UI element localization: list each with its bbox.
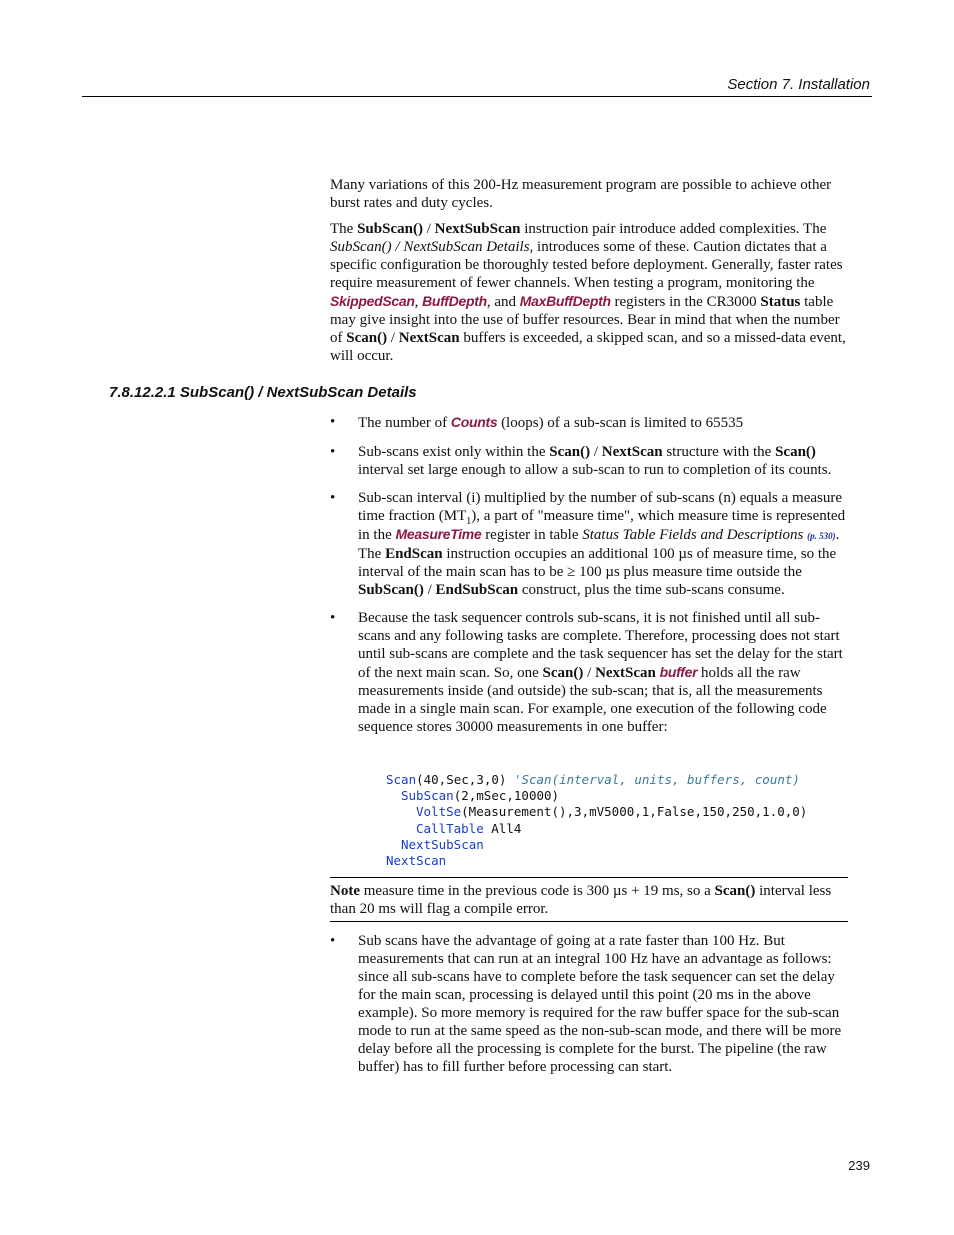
code-args: All4 [483,820,522,836]
bullet-item-subscans-exist [330,443,848,479]
bullet-dot: • [330,610,336,626]
subscript: 1 [466,516,472,527]
term-buffdepth-link[interactable]: BuffDepth [422,293,487,309]
intro-paragraph-2 [330,220,846,365]
code-args: (Measurement(),3,mV5000,1,False,150,250,1.0,0) [461,804,808,820]
text: buffers is exceeded, a skipped scan, and so a missed-data event, will occur. [330,330,846,364]
text: , [414,294,423,310]
text: . The [358,527,840,562]
header-rule [82,96,872,97]
code-line-1 [386,772,807,788]
instruction-nextscan: NextScan [398,330,460,346]
code-args: (40,Sec,3,0) [416,772,514,787]
bullet-item-subscan-advantage [330,932,848,1076]
text: / [590,444,602,460]
text: (loops) of a sub-scan is limited to 65535 [497,415,744,431]
section-reference: SubScan() / NextSubScan Details, [330,239,534,255]
text: ), a part of "measure time", which measure time is represented in the [358,508,846,543]
section-header: Section 7. Installation [727,76,870,93]
code-line-5 [386,837,807,853]
text: The number of [358,415,451,431]
text: interval less than 20 ms will flag a compile error. [330,883,832,917]
instruction-subscan: SubScan() [357,221,423,237]
status-table-name: Status [760,294,801,310]
term-buffer-link[interactable]: buffer [659,664,698,680]
text: structure with the [662,444,776,460]
intro-section [330,176,846,365]
text: measure time in the previous code is 300 µs + 19 ms, so a [360,883,715,899]
text: instruction pair introduce added complexities. The [520,221,827,237]
text: holds all the raw measurements inside (and outside) the sub-scan; that is, all the measurements made in a single main scan. For example, one execution of the following code sequence stores 30000 measurements in one buffer: [358,665,827,735]
text: / [387,330,399,346]
instruction-scan: Scan() [549,444,591,460]
text: Sub scans have the advantage of going at a rate faster than 100 Hz. But measurements that can run at an integral 100 Hz have an advantage as follows: since all sub-scans have to complete before the task sequencer can set the delay for the main scan, processing is delayed until this point (20 ms in the above example). So more memory is required for the raw buffer space for the sub-scan mode to run at the same speed as the non-sub-scan mode, and there will be more delay before all the processing is complete for the burst. The pipeline (the raw buffer) has to fill further before processing can start. [358,933,842,1075]
instruction-endscan: EndScan [385,546,443,562]
instruction-scan: Scan() [775,444,816,460]
note-box [330,877,848,922]
text: registers in the CR3000 [610,294,761,310]
bullet-dot: • [330,933,336,949]
term-measuretime-link[interactable]: MeasureTime [395,526,482,542]
code-keyword: NextScan [386,853,447,869]
code-line-4 [386,821,807,837]
instruction-scan: Scan() [346,330,388,346]
section-heading: 7.8.12.2.1 SubScan() / NextSubScan Details [109,384,417,401]
text: / [583,665,596,681]
text: Because the task sequencer controls sub-scans, it is not finished until all sub-scans and any following tasks are complete. Therefore, processing does not start until sub-scans are complete and the task sequencer has set the delay for the start of the next main scan. So, one [358,610,843,681]
bullet-item-counts [330,413,848,432]
term-maxbuffdepth-link[interactable]: MaxBuffDepth [519,293,611,309]
page-reference-link[interactable]: (p. 530) [807,531,836,541]
bullet-list-bottom [330,932,848,1076]
term-counts-link[interactable]: Counts [450,414,498,430]
text: / [423,582,436,598]
text: , and [486,294,520,310]
instruction-scan: Scan() [542,665,584,681]
instruction-nextsubscan: NextSubScan [434,221,521,237]
text: instruction occupies an additional 100 µs of measure time, so the interval of the main scan has to be ≥ 100 µs plus measure time outside the [358,546,837,580]
instruction-nextscan: NextScan [601,444,663,460]
bullet-dot: • [330,490,336,506]
bullet-item-subscan-interval [330,489,848,599]
instruction-nextscan: NextScan [595,665,656,681]
text: Sub-scans exist only within the [358,444,550,460]
text: register in table [481,527,583,543]
bullet-list-top [330,413,848,736]
instruction-endsubscan: EndSubScan [435,582,519,598]
code-line-6 [386,853,807,869]
page-number: 239 [848,1158,870,1173]
term-skippedscan-link[interactable]: SkippedScan [330,293,415,309]
text: / [422,221,435,237]
code-line-2 [386,788,807,804]
table-reference: Status Table Fields and Descriptions [582,527,804,543]
bullet-dot: • [330,414,336,430]
code-keyword: NextSubScan [401,836,484,852]
code-keyword: CallTable [416,820,484,836]
note-label: Note [330,883,360,899]
intro-paragraph-1: Many variations of this 200-Hz measurement program are possible to achieve other burst rates and duty cycles. [330,177,832,211]
bullet-dot: • [330,444,336,460]
code-comment: 'Scan(interval, units, buffers, count) [513,772,800,787]
instruction-scan: Scan() [714,883,756,899]
code-line-3 [386,804,807,820]
text: interval set large enough to allow a sub-scan to run to completion of its counts. [358,462,832,478]
text: introduces some of these. Caution dictates that a specific configuration be thoroughly tested before deployment. Generally, faster rates require measurement of fewer channels. When testing a program, monitoring the [330,239,843,291]
code-args: (2,mSec,10000) [453,788,560,804]
code-keyword: SubScan [401,788,454,804]
code-keyword: Scan [386,772,417,787]
text: table may give insight into the use of buffer resources. Bear in mind that when the number of [330,294,840,346]
text: construct, plus the time sub-scans consume. [518,582,785,598]
code-block [386,772,807,869]
bullet-item-task-sequencer [330,609,848,736]
code-keyword: VoltSe [416,804,462,820]
text: Sub-scan interval (i) multiplied by the number of sub-scans (n) equals a measure time fraction (MT [358,490,843,524]
text: The [330,221,358,237]
instruction-subscan: SubScan() [358,582,424,598]
